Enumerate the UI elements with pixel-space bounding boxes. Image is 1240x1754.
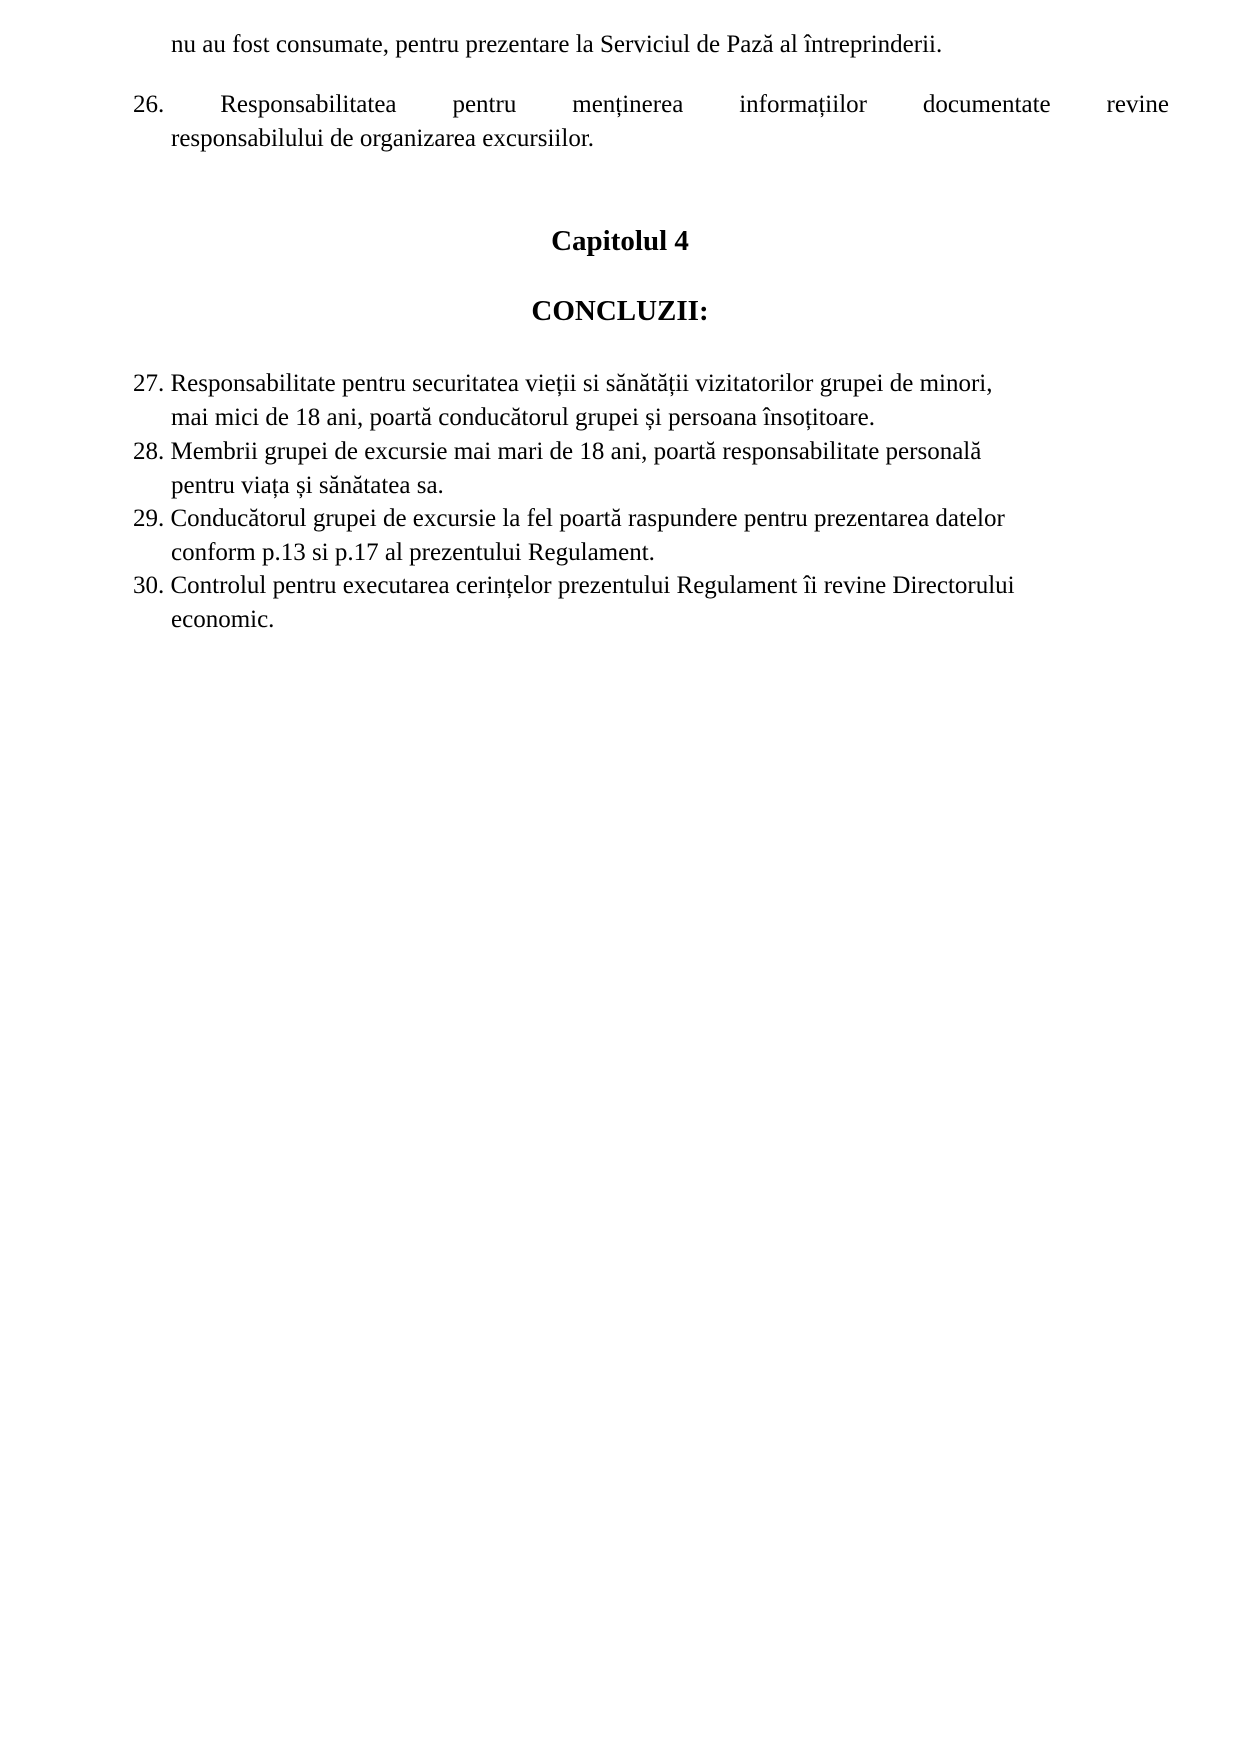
list-item-number: 26. <box>133 91 165 118</box>
list-item-text: Membrii grupei de excursie mai mari de 18 ani, poartă responsabilitate personală <box>170 438 982 465</box>
list-item-30-line2: economic. <box>171 606 275 633</box>
chapter-subtitle: CONCLUZII: <box>531 295 709 327</box>
list-item-text: Controlul pentru executarea cerințelor prezentului Regulament îi revine Directorului <box>170 572 1015 599</box>
list-item-number: 28. <box>133 438 165 465</box>
list-item-text: Conducătorul grupei de excursie la fel poartă raspundere pentru prezentarea datelor <box>170 505 1005 532</box>
list-item-28 <box>133 435 1169 503</box>
list-item-28-line1 <box>133 435 1169 469</box>
list-item-number: 29. <box>133 505 165 532</box>
list-item-26-line1 <box>133 88 1169 122</box>
list-item-number: 27. <box>133 370 165 397</box>
chapter-title: Capitolul 4 <box>551 225 689 257</box>
list-item-text: Responsabilitatea pentru menținerea informațiilor documentate revine <box>220 91 1169 118</box>
list-item-30-line1 <box>133 569 1169 603</box>
list-item-27-line2: mai mici de 18 ani, poartă conducătorul grupei și persoana însoțitoare. <box>171 404 875 431</box>
continuation-text: nu au fost consumate, pentru prezentare la Serviciul de Pază al întreprinderii. <box>171 31 943 58</box>
list-item-30 <box>133 569 1169 637</box>
list-item-29-line1 <box>133 502 1169 536</box>
list-item-26-line2: responsabilului de organizarea excursiilor. <box>171 125 595 152</box>
list-item-29 <box>133 502 1169 570</box>
list-item-27-line1 <box>133 367 1169 401</box>
list-item-text: Responsabilitate pentru securitatea vieții si sănătății vizitatorilor grupei de minori, <box>170 370 993 397</box>
list-item-27 <box>133 367 1169 435</box>
list-item-29-line2: conform p.13 si p.17 al prezentului Regulament. <box>171 539 655 566</box>
list-item-28-line2: pentru viața și sănătatea sa. <box>171 472 444 499</box>
list-item-26 <box>133 88 1169 156</box>
list-item-number: 30. <box>133 572 165 599</box>
